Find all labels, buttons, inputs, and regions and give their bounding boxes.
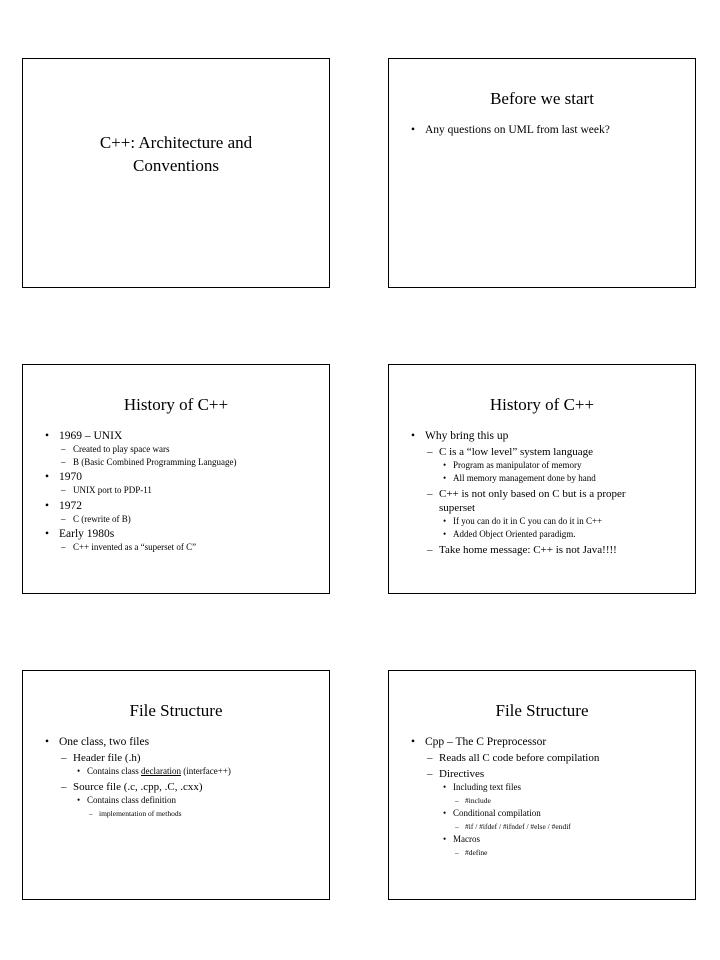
list-item: – Created to play space wars [23,443,321,456]
list-item-continuation: superset [439,502,476,514]
slide-4 [388,364,696,594]
bullet-list [23,735,329,820]
list-item: • Program as manipulator of memory [389,459,687,472]
list-item: – Header file (.h) [23,751,321,765]
list-item: – implementation of methods [23,807,321,820]
slide-6 [388,670,696,900]
list-item: • One class, two files [23,735,321,749]
slide-title: History of C++ [123,395,229,414]
list-item: – #define [389,846,687,859]
list-item: – Directives [389,767,687,781]
slide-3 [22,364,330,594]
slide-title: File Structure [129,701,223,720]
list-item: – Source file (.c, .cpp, .C, .cxx) [23,780,321,794]
list-item: – C++ is not only based on C but is a proper [389,487,687,501]
list-item: • All memory management done by hand [389,472,687,485]
list-item: • Added Object Oriented paradigm. [389,528,687,541]
list-item: – Take home message: C++ is not Java!!!! [389,543,687,557]
list-item: • Macros [389,833,687,846]
title-line: C++: Architecture and [99,133,253,152]
list-item: • Including text files [389,781,687,794]
bullet-list [389,429,695,557]
text-segment: (interface++) [180,766,231,776]
list-item: • Any questions on UML from last week? [389,123,687,137]
list-item: • Contains class definition [23,794,321,807]
title-line: Conventions [133,156,219,175]
bullet-list [389,123,695,137]
list-item: • 1972 [23,499,321,513]
list-item: • Early 1980s [23,527,321,541]
list-item: • 1969 – UNIX [23,429,321,443]
bullet-list [23,429,329,554]
list-item: • Conditional compilation [389,807,687,820]
slide-1 [22,58,330,288]
slide-title [23,131,329,177]
slide-title: History of C++ [489,395,595,414]
list-item: – C is a “low level” system language [389,445,687,459]
list-item [23,765,321,778]
slide-title: File Structure [495,701,589,720]
list-item: • 1970 [23,470,321,484]
text-segment: Contains class [87,766,141,776]
list-item: – B (Basic Combined Programming Language) [23,456,321,469]
list-item: • Why bring this up [389,429,687,443]
list-item: – Reads all C code before compilation [389,751,687,765]
slide-title: Before we start [490,89,594,108]
list-item: • If you can do it in C you can do it in C++ [389,515,687,528]
list-item: – C++ invented as a “superset of C” [23,541,321,554]
bullet-list [389,735,695,859]
list-item: – C (rewrite of B) [23,513,321,526]
list-item: – #if / #ifdef / #ifndef / #else / #endif [389,820,687,833]
list-item: – #include [389,794,687,807]
slide-5 [22,670,330,900]
underlined-text: declaration [141,766,181,776]
slide-2 [388,58,696,288]
list-item: – UNIX port to PDP-11 [23,484,321,497]
list-item: • Cpp – The C Preprocessor [389,735,687,749]
